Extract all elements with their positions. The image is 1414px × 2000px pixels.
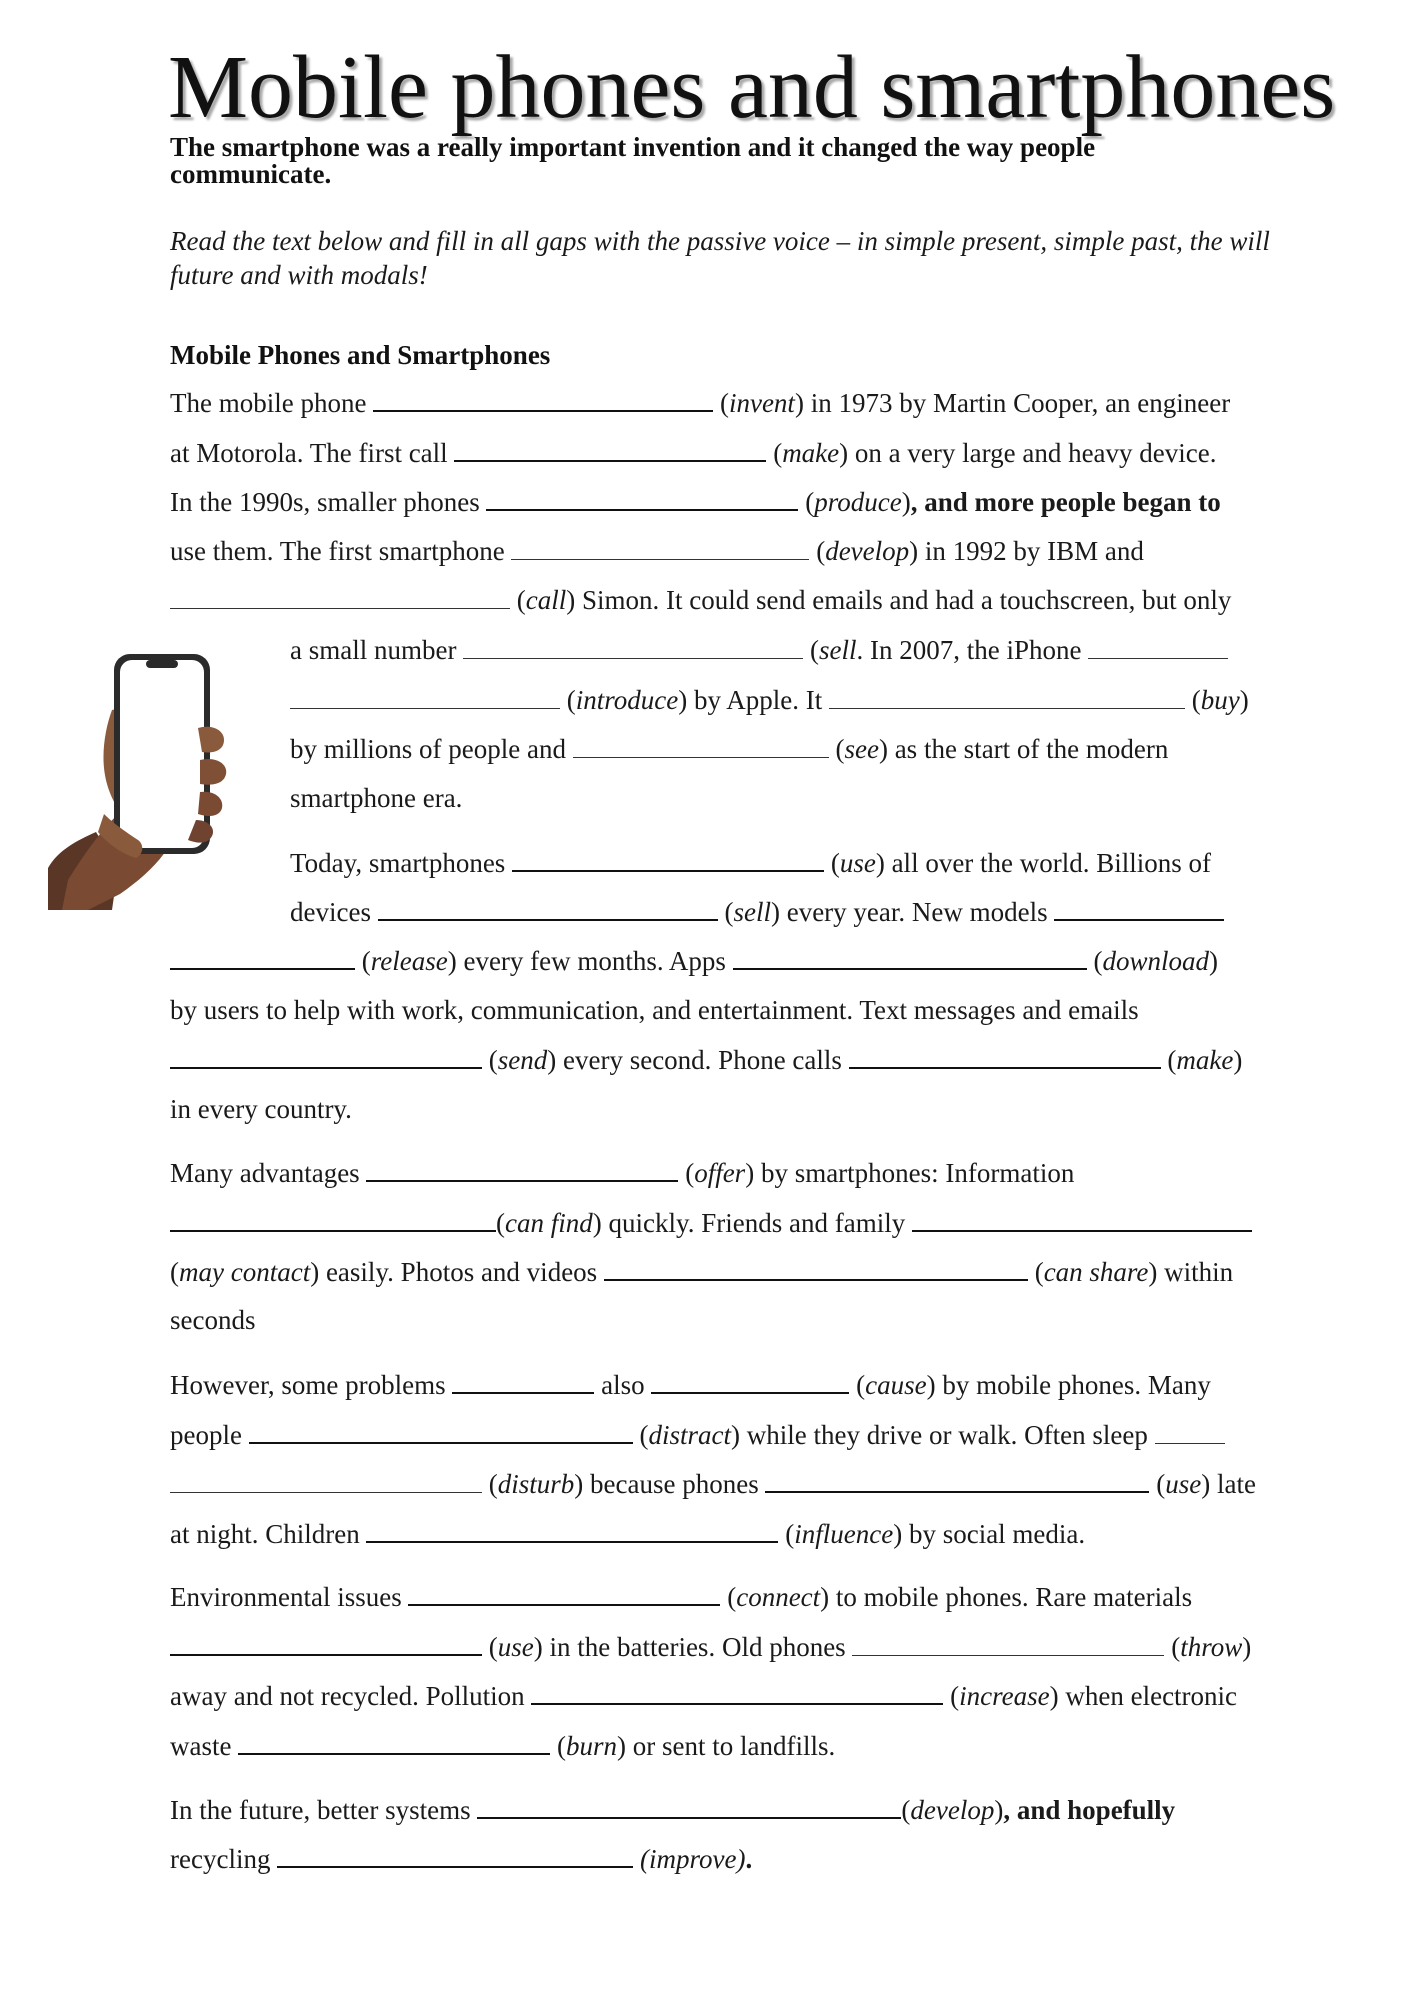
answer-gap[interactable] (1054, 895, 1224, 921)
text-line: In the 1990s, smaller phones (produce), and more people began to (170, 487, 1221, 517)
text-line: (introduce) by Apple. It (buy) (290, 684, 1249, 716)
verb-hint: influence (794, 1519, 894, 1549)
answer-gap[interactable] (170, 1043, 482, 1069)
text-line: The mobile phone (invent) in 1973 by Martin Cooper, an engineer (170, 388, 1231, 418)
verb-hint: release (370, 946, 448, 976)
verb-hint: call (525, 585, 567, 615)
answer-gap[interactable] (486, 485, 798, 511)
answer-gap[interactable] (1088, 634, 1228, 659)
answer-gap[interactable] (408, 1580, 720, 1606)
text-line: waste (burn) or sent to landfills. (170, 1731, 836, 1761)
text-line: (send) every second. Phone calls (make) (170, 1043, 1242, 1076)
text-line: away and not recycled. Pollution (increase) when electronic (170, 1681, 1238, 1711)
answer-gap[interactable] (765, 1467, 1149, 1493)
answer-gap[interactable] (249, 1418, 633, 1444)
verb-hint: use (839, 848, 876, 878)
answer-gap[interactable] (170, 1206, 496, 1232)
text-line: at Motorola. The first call (make) on a very large and heavy device. (170, 438, 1217, 468)
verb-hint: cause (865, 1370, 927, 1400)
answer-gap[interactable] (912, 1206, 1252, 1232)
hand-holding-smartphone-icon (48, 618, 268, 910)
text-line: Environmental issues (connect) to mobile phones. Rare materials (170, 1582, 1193, 1612)
verb-hint: throw (1180, 1632, 1243, 1662)
text-line: by users to help with work, communication, and entertainment. Text messages and emails (170, 995, 1139, 1025)
text-line: (disturb) because phones (use) late (170, 1467, 1256, 1500)
answer-gap[interactable] (170, 1468, 482, 1493)
verb-hint: increase (959, 1681, 1050, 1711)
answer-gap[interactable] (531, 1679, 943, 1705)
text-line: in every country. (170, 1094, 352, 1124)
verb-hint: sell (733, 897, 771, 927)
answer-gap[interactable] (477, 1793, 901, 1819)
answer-gap[interactable] (829, 684, 1185, 709)
answer-gap[interactable] (511, 535, 809, 560)
answer-gap[interactable] (512, 846, 824, 872)
answer-gap[interactable] (454, 436, 766, 462)
text-line: devices (sell) every year. New models (290, 895, 1224, 928)
text-line: In the future, better systems (develop), and hopefully (170, 1795, 1176, 1825)
text-line: a small number (sell. In 2007, the iPhone (290, 634, 1228, 666)
text-line: However, some problems also (cause) by mobile phones. Many (170, 1370, 1211, 1400)
verb-hint: improve (648, 1844, 737, 1874)
answer-gap[interactable] (604, 1255, 1028, 1281)
page-subtitle: The smartphone was a really important invention and it changed the way people communicate. (170, 132, 1096, 189)
answer-gap[interactable] (238, 1729, 550, 1755)
verb-hint: make (1176, 1045, 1234, 1075)
answer-gap[interactable] (733, 944, 1087, 970)
text-line: (call) Simon. It could send emails and had a touchscreen, but only (170, 584, 1231, 616)
text-line: Today, smartphones (use) all over the world. Billions of (290, 848, 1212, 878)
answer-gap[interactable] (852, 1631, 1164, 1656)
verb-hint: may contact (179, 1257, 311, 1287)
text-line: seconds (170, 1305, 256, 1335)
verb-hint: develop (910, 1795, 995, 1825)
answer-gap[interactable] (290, 684, 560, 709)
verb-hint: see (844, 734, 879, 764)
answer-gap[interactable] (366, 1517, 778, 1543)
verb-hint: sell (818, 635, 857, 665)
answer-gap[interactable] (378, 895, 718, 921)
text-line: (can find) quickly. Friends and family (170, 1206, 1252, 1239)
verb-hint: develop (825, 536, 910, 566)
verb-hint: can find (505, 1208, 593, 1238)
text-line: by millions of people and (see) as the start of the modern (290, 734, 1169, 764)
text-line: (release) every few months. Apps (download) (170, 944, 1218, 977)
answer-gap[interactable] (651, 1368, 849, 1394)
text-line: at night. Children (influence) by social media. (170, 1519, 1086, 1549)
verb-hint: distract (648, 1420, 731, 1450)
verb-hint: introduce (575, 685, 679, 715)
text-line: people (distract) while they drive or walk. Often sleep (170, 1418, 1225, 1451)
text-line: smartphone era. (290, 783, 463, 813)
page-title: Mobile phones and smartphones (168, 38, 1336, 137)
task-instructions: Read the text below and fill in all gaps with the passive voice – in simple present, simple past, the will future and with modals! (170, 226, 1270, 290)
verb-hint: produce (814, 487, 902, 517)
answer-gap[interactable] (849, 1043, 1161, 1069)
answer-gap[interactable] (277, 1842, 633, 1868)
text-heading: Mobile Phones and Smartphones (170, 340, 551, 370)
verb-hint: invent (728, 388, 795, 418)
verb-hint: disturb (497, 1469, 575, 1499)
text-line: Many advantages (offer) by smartphones: Information (170, 1158, 1075, 1188)
text-line: use them. The first smartphone (develop) in 1992 by IBM and (170, 536, 1144, 566)
answer-gap[interactable] (463, 634, 803, 659)
verb-hint: buy (1200, 685, 1240, 715)
verb-hint: download (1102, 946, 1209, 976)
answer-gap[interactable] (373, 386, 713, 412)
verb-hint: send (497, 1045, 548, 1075)
verb-hint: use (497, 1632, 534, 1662)
answer-gap[interactable] (170, 944, 355, 970)
answer-gap[interactable] (170, 1630, 482, 1656)
answer-gap[interactable] (366, 1156, 678, 1182)
verb-hint: make (782, 438, 840, 468)
text-line: (may contact) easily. Photos and videos (can share) within (170, 1257, 1234, 1287)
text-line: recycling (improve). (170, 1844, 753, 1874)
text-line: (use) in the batteries. Old phones (throw) (170, 1630, 1251, 1663)
answer-gap[interactable] (573, 733, 829, 758)
verb-hint: can share (1043, 1257, 1149, 1287)
answer-gap[interactable] (452, 1368, 594, 1394)
verb-hint: use (1165, 1469, 1202, 1499)
answer-gap[interactable] (170, 584, 510, 609)
verb-hint: offer (694, 1158, 746, 1188)
verb-hint: burn (565, 1731, 617, 1761)
answer-gap[interactable] (1155, 1419, 1225, 1444)
verb-hint: connect (736, 1582, 821, 1612)
